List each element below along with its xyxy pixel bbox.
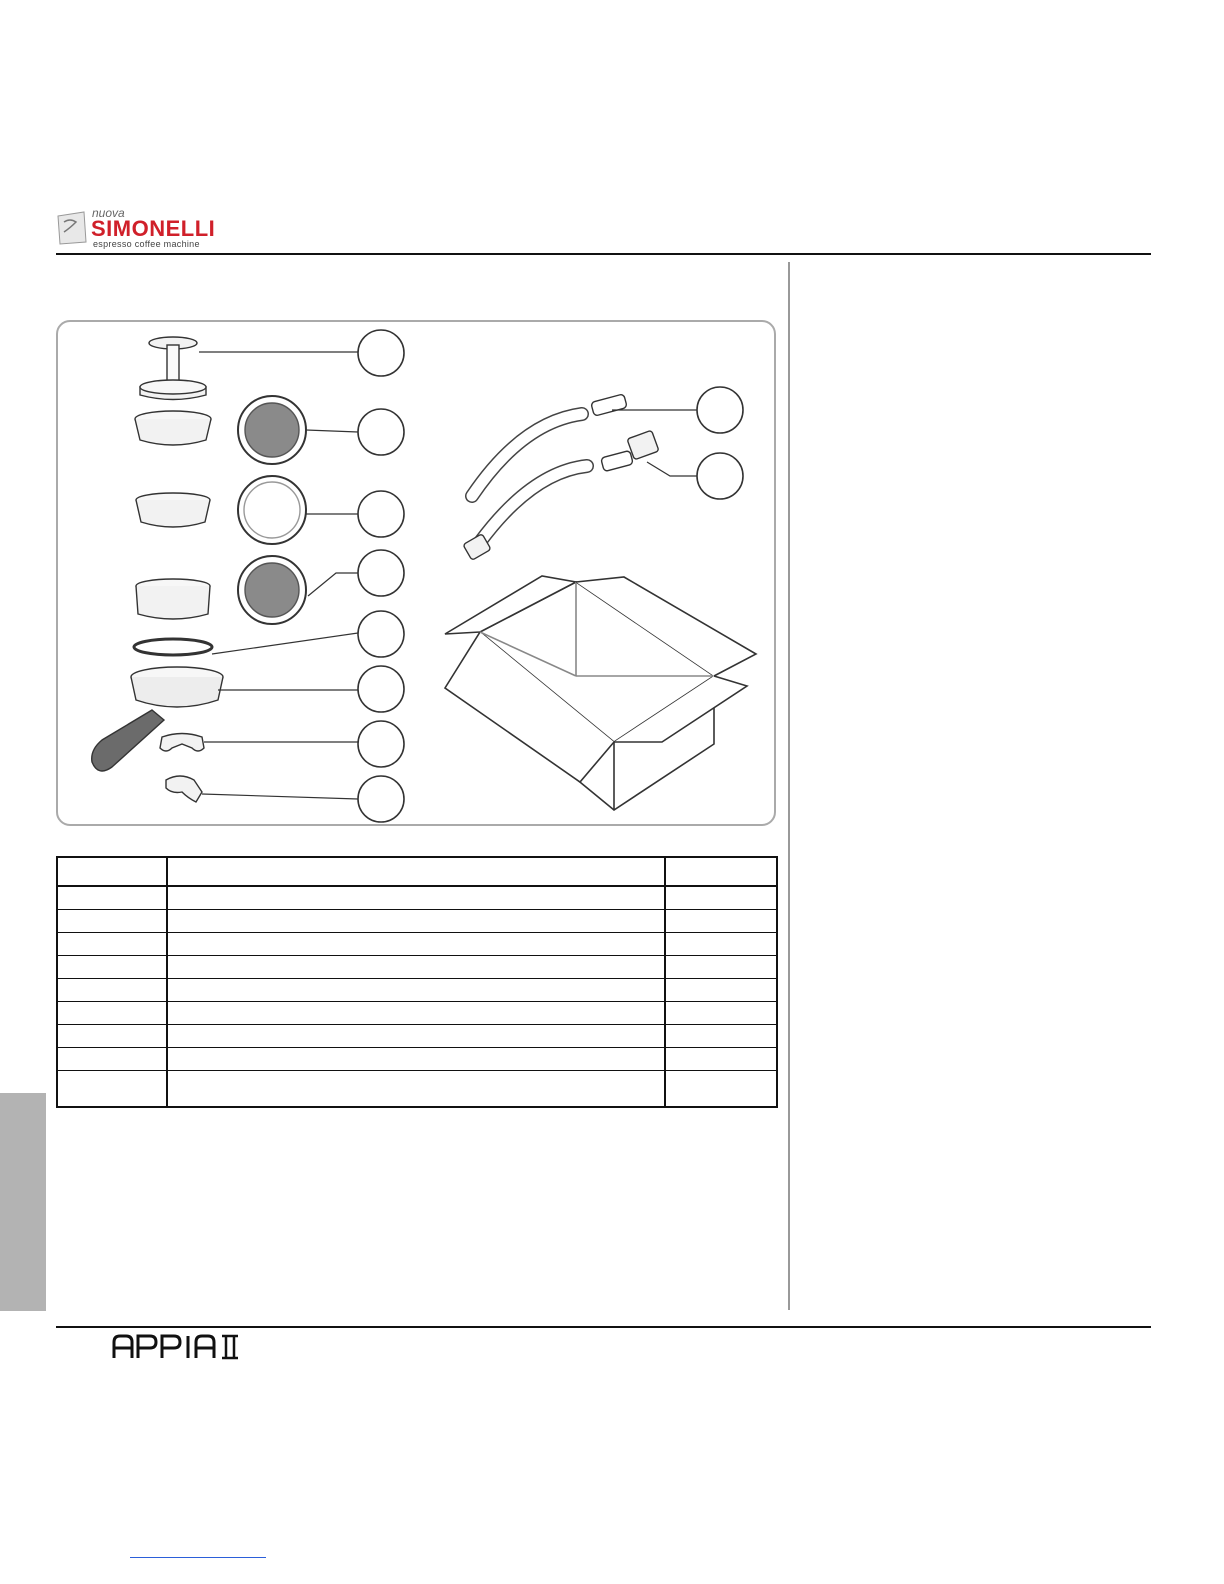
appia-ii-logo-icon [112, 1332, 252, 1360]
header-cell [665, 857, 777, 886]
callout-circle [358, 776, 404, 822]
filter-screen-icon [238, 396, 306, 464]
table-header-row [57, 857, 777, 886]
table-row [57, 978, 777, 1001]
table-cell [167, 978, 665, 1001]
brand-logo [56, 206, 236, 250]
table-cell [167, 1024, 665, 1047]
column-divider [788, 262, 790, 1310]
table-cell [665, 1047, 777, 1070]
table-cell [57, 978, 167, 1001]
table-row [57, 955, 777, 978]
callout-circle [358, 409, 404, 455]
table-cell [57, 886, 167, 910]
table-cell [167, 1070, 665, 1107]
double-spout-icon [160, 734, 204, 752]
table-cell [57, 1001, 167, 1024]
brand-name: SIMONELLI [91, 216, 216, 241]
header-rule [56, 253, 1151, 255]
filter-basket-icon [135, 411, 211, 619]
callout-circle [358, 330, 404, 376]
portafilter-icon [92, 667, 223, 771]
brand-mark-icon [56, 210, 88, 246]
table-cell [57, 932, 167, 955]
callout-circle [358, 491, 404, 537]
table-row [57, 886, 777, 910]
table-cell [665, 909, 777, 932]
header-cell [167, 857, 665, 886]
table-cell [57, 909, 167, 932]
table-cell [665, 955, 777, 978]
callout-circle [697, 453, 743, 499]
footer-link-underline[interactable] [130, 1557, 266, 1558]
callout-circle [358, 721, 404, 767]
table-cell [57, 1070, 167, 1107]
section-side-tab [0, 1093, 46, 1311]
header-cell [57, 857, 167, 886]
brand-prefix: nuova [92, 206, 125, 220]
parts-table [56, 856, 778, 1108]
table-row [57, 1024, 777, 1047]
table-cell [665, 978, 777, 1001]
table-cell [167, 932, 665, 955]
table-cell [57, 1024, 167, 1047]
single-spout-icon [166, 776, 202, 802]
table-cell [167, 886, 665, 910]
callout-circle [358, 611, 404, 657]
footer-rule [56, 1326, 1151, 1328]
callout-circle [358, 550, 404, 596]
brand-tagline: espresso coffee machine [93, 239, 200, 249]
table-cell [665, 1001, 777, 1024]
table-cell [57, 955, 167, 978]
callout-circle [358, 666, 404, 712]
blind-filter-icon [238, 476, 306, 624]
table-cell [665, 932, 777, 955]
hose-adapter-icon [591, 394, 659, 472]
water-hose-icon [463, 414, 587, 560]
table-cell [665, 1024, 777, 1047]
coffee-tamper-icon [140, 337, 206, 400]
cardboard-box-icon [445, 576, 756, 810]
table-row [57, 909, 777, 932]
table-cell [167, 955, 665, 978]
table-cell [167, 909, 665, 932]
table-cell [57, 1047, 167, 1070]
table-cell [167, 1047, 665, 1070]
callout-circle [697, 387, 743, 433]
table-row [57, 1001, 777, 1024]
accessories-figure [56, 320, 776, 826]
table-cell [665, 886, 777, 910]
table-row [57, 932, 777, 955]
table-cell [665, 1070, 777, 1107]
table-cell [167, 1001, 665, 1024]
gasket-ring-icon [134, 639, 212, 655]
table-row [57, 1070, 777, 1107]
table-row [57, 1047, 777, 1070]
